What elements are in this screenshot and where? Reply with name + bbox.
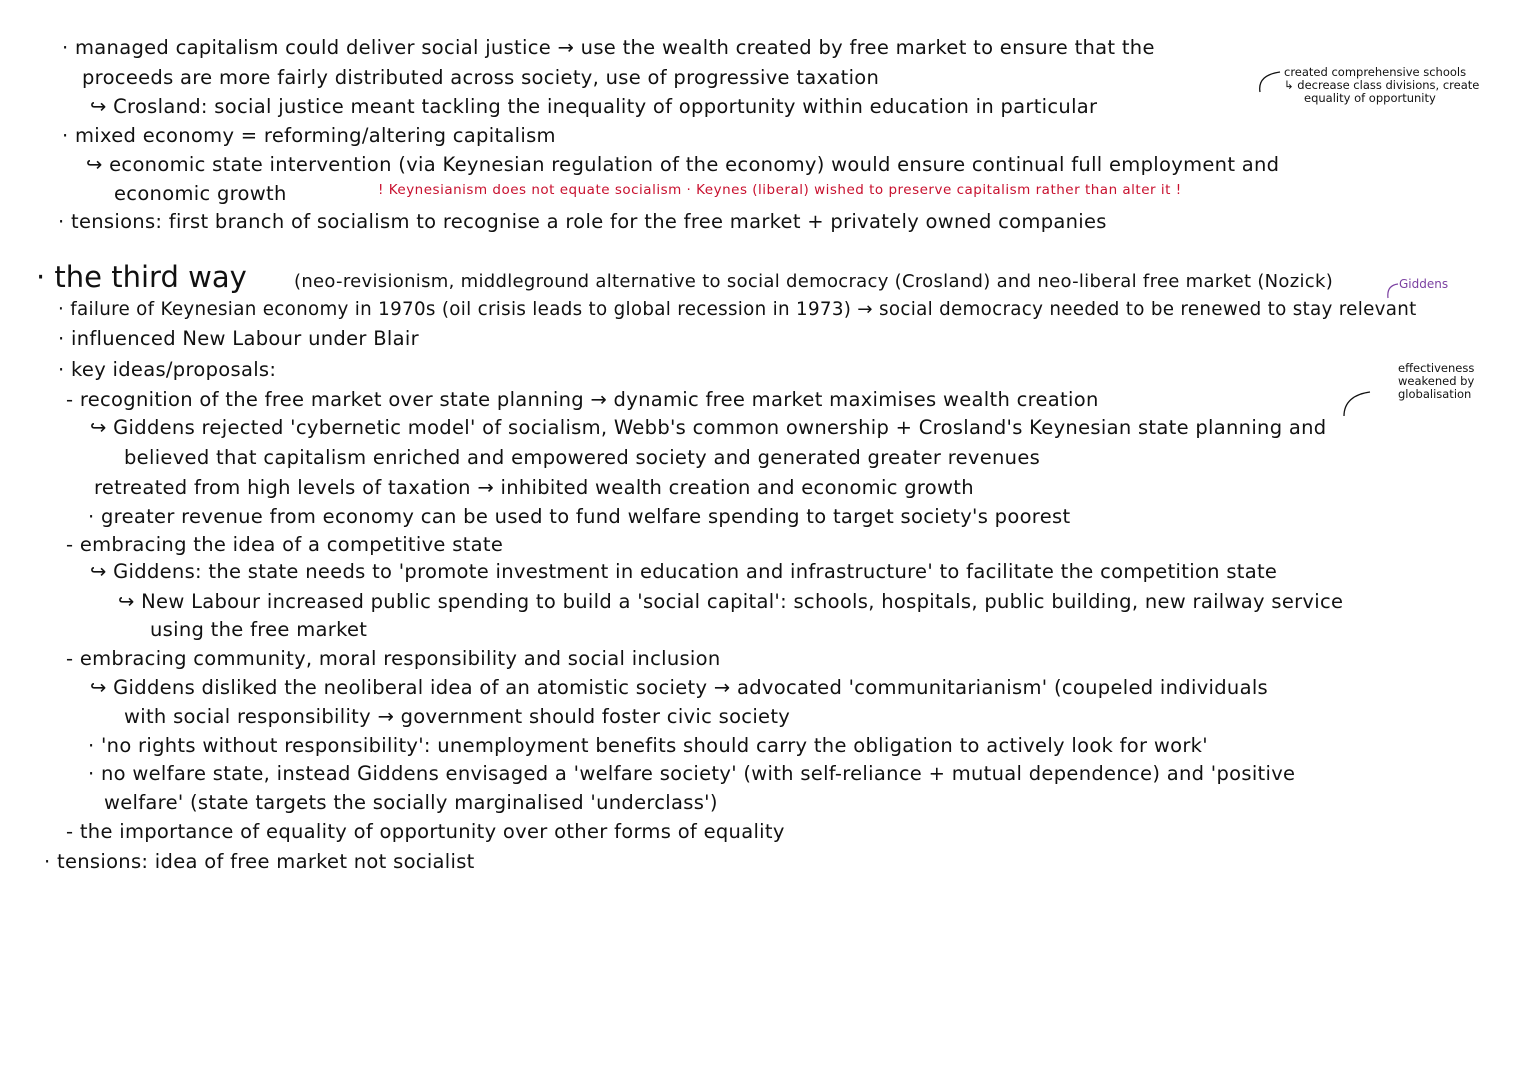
note-line: retreated from high levels of taxation → inhibited wealth creation and economic growth xyxy=(94,476,974,499)
note-line: ↪ Giddens disliked the neoliberal idea of an atomistic society → advocated 'communitarianism' (coupeled individuals xyxy=(90,676,1269,699)
note-line: ↪ New Labour increased public spending to build a 'social capital': schools, hospitals, public building, new railway service xyxy=(118,590,1344,613)
side-note-schools xyxy=(1284,66,1479,105)
section-subheading: (neo-revisionism, middleground alternative to social democracy (Crosland) and neo-liberal free market (Nozick) xyxy=(294,271,1334,292)
giddens-note: Giddens xyxy=(1399,277,1449,291)
note-line: · key ideas/proposals: xyxy=(58,358,277,381)
note-line: believed that capitalism enriched and empowered society and generated greater revenues xyxy=(124,446,1041,469)
note-line: · managed capitalism could deliver social justice → use the wealth created by free market to ensure that the xyxy=(62,36,1155,59)
side-note-line: equality of opportunity xyxy=(1304,91,1436,105)
note-line: with social responsibility → government should foster civic society xyxy=(124,705,791,728)
note-line: · influenced New Labour under Blair xyxy=(58,327,419,350)
note-line: - the importance of equality of opportunity over other forms of equality xyxy=(66,820,785,843)
note-line: ↪ Crosland: social justice meant tackling the inequality of opportunity within education in particular xyxy=(90,95,1098,118)
note-line: ↪ Giddens: the state needs to 'promote investment in education and infrastructure' to facilitate the competition state xyxy=(90,560,1278,583)
side-note-line: weakened by xyxy=(1398,374,1475,388)
note-line: · no welfare state, instead Giddens envisaged a 'welfare society' (with self-reliance + mutual dependence) and 'positive xyxy=(88,762,1296,785)
side-note-line: globalisation xyxy=(1398,387,1472,401)
side-note-globalisation xyxy=(1398,362,1474,401)
annotation-arrow xyxy=(1254,70,1284,94)
note-line: economic growth xyxy=(114,182,287,205)
note-line: - embracing community, moral responsibility and social inclusion xyxy=(66,647,721,670)
note-line: · failure of Keynesian economy in 1970s (oil crisis leads to global recession in 1973) → social democracy needed to be renewed to stay relevant xyxy=(58,299,1417,320)
note-line: proceeds are more fairly distributed across society, use of progressive taxation xyxy=(82,66,880,89)
note-line: ↪ economic state intervention (via Keynesian regulation of the economy) would ensure continual full employment and xyxy=(86,153,1280,176)
side-note-line: effectiveness xyxy=(1398,361,1475,375)
note-line: - recognition of the free market over state planning → dynamic free market maximises wealth creation xyxy=(66,388,1099,411)
note-line: · tensions: first branch of socialism to recognise a role for the free market + privately owned companies xyxy=(58,210,1107,233)
note-line: · tensions: idea of free market not socialist xyxy=(44,850,475,873)
section-heading: · the third way xyxy=(36,260,247,294)
side-note-line: ↳ decrease class divisions, create xyxy=(1284,78,1480,92)
note-line: using the free market xyxy=(150,618,368,641)
side-note-line: created comprehensive schools xyxy=(1284,65,1467,79)
note-line: · mixed economy = reforming/altering capitalism xyxy=(62,124,556,147)
note-line: welfare' (state targets the socially marginalised 'underclass') xyxy=(104,791,718,814)
note-line: · 'no rights without responsibility': unemployment benefits should carry the obligation to actively look for work' xyxy=(88,734,1208,757)
red-warning-note: ! Keynesianism does not equate socialism · Keynes (liberal) wished to preserve capitalism rather than alter it ! xyxy=(378,182,1182,198)
note-line: ↪ Giddens rejected 'cybernetic model' of socialism, Webb's common ownership + Crosland's Keynesian state planning and xyxy=(90,416,1327,439)
annotation-arrow xyxy=(1340,388,1374,418)
note-line: - embracing the idea of a competitive state xyxy=(66,533,504,556)
note-line: · greater revenue from economy can be used to fund welfare spending to target society's poorest xyxy=(88,505,1071,528)
